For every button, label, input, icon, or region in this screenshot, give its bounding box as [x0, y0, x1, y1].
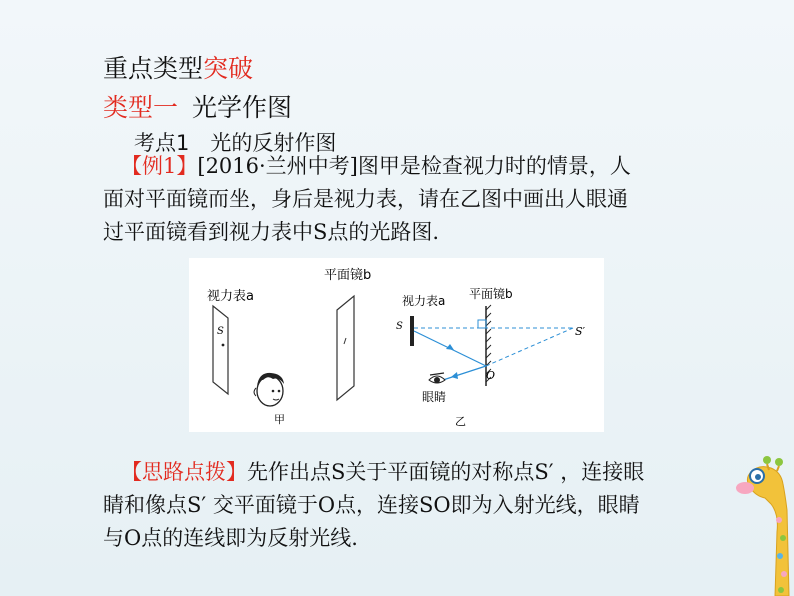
example-tag: 【例1】: [121, 154, 198, 178]
jia-eye-chart: [213, 306, 228, 394]
example-paragraph: [103, 150, 631, 249]
jia-chart-label: 视力表a: [207, 289, 254, 304]
type-label: 类型一: [103, 93, 179, 122]
yi-eye-chart: [410, 316, 414, 346]
jia-point-label: S: [217, 326, 224, 337]
optics-figure: [189, 258, 604, 432]
figure-svg: [189, 258, 604, 432]
yi-virtual-ray: [486, 328, 573, 366]
hint-line-3: 与O点的连线即为反射光线.: [103, 526, 358, 550]
section-heading: [103, 49, 253, 85]
kaodian-title: 考点1 光的反射作图: [134, 131, 337, 155]
giraffe-decoration-icon: [727, 440, 794, 596]
hint-text-1: 先作出点S关于平面镜的对称点S′ ，连接眼: [247, 460, 645, 484]
heading-part2: 突破: [203, 54, 254, 83]
yi-chart-label: 视力表a: [402, 294, 446, 308]
type-name: 光学作图: [191, 93, 292, 122]
example-line-3: 过平面镜看到视力表中S点的光路图.: [103, 220, 440, 244]
person-icon: [254, 373, 284, 406]
yi-mirror-label: 平面镜b: [469, 287, 513, 301]
type-title: [103, 88, 292, 124]
yi-reflected-arrow: [451, 372, 458, 379]
yi-caption: 乙: [455, 415, 466, 428]
hint-line-1: [103, 456, 644, 489]
yi-right-angle: [478, 320, 486, 328]
eye-icon: [429, 373, 445, 383]
example-line-1: [103, 150, 631, 183]
yi-eye-label: 眼睛: [422, 390, 447, 404]
hint-tag: 【思路点拨】: [121, 460, 247, 484]
jia-mirror: [337, 296, 354, 400]
yi-s-label: S: [396, 321, 403, 332]
example-text-1: [2016·兰州中考]图甲是检查视力时的情景，人: [197, 154, 631, 178]
jia-mirror-label: 平面镜b: [324, 268, 372, 283]
heading-part1: 重点类型: [103, 54, 204, 83]
hint-line-2: 睛和像点S′ 交平面镜于O点，连接SO即为入射光线，眼睛: [103, 493, 640, 517]
jia-point-s: [222, 344, 225, 347]
hint-paragraph: [103, 456, 644, 555]
yi-o-label: O: [486, 369, 496, 382]
example-line-2: 面对平面镜而坐，身后是视力表，请在乙图中画出人眼通: [103, 187, 628, 211]
yi-s-prime-label: S′: [575, 325, 586, 338]
yi-reflected-ray: [443, 366, 486, 380]
jia-caption: 甲: [274, 413, 285, 426]
